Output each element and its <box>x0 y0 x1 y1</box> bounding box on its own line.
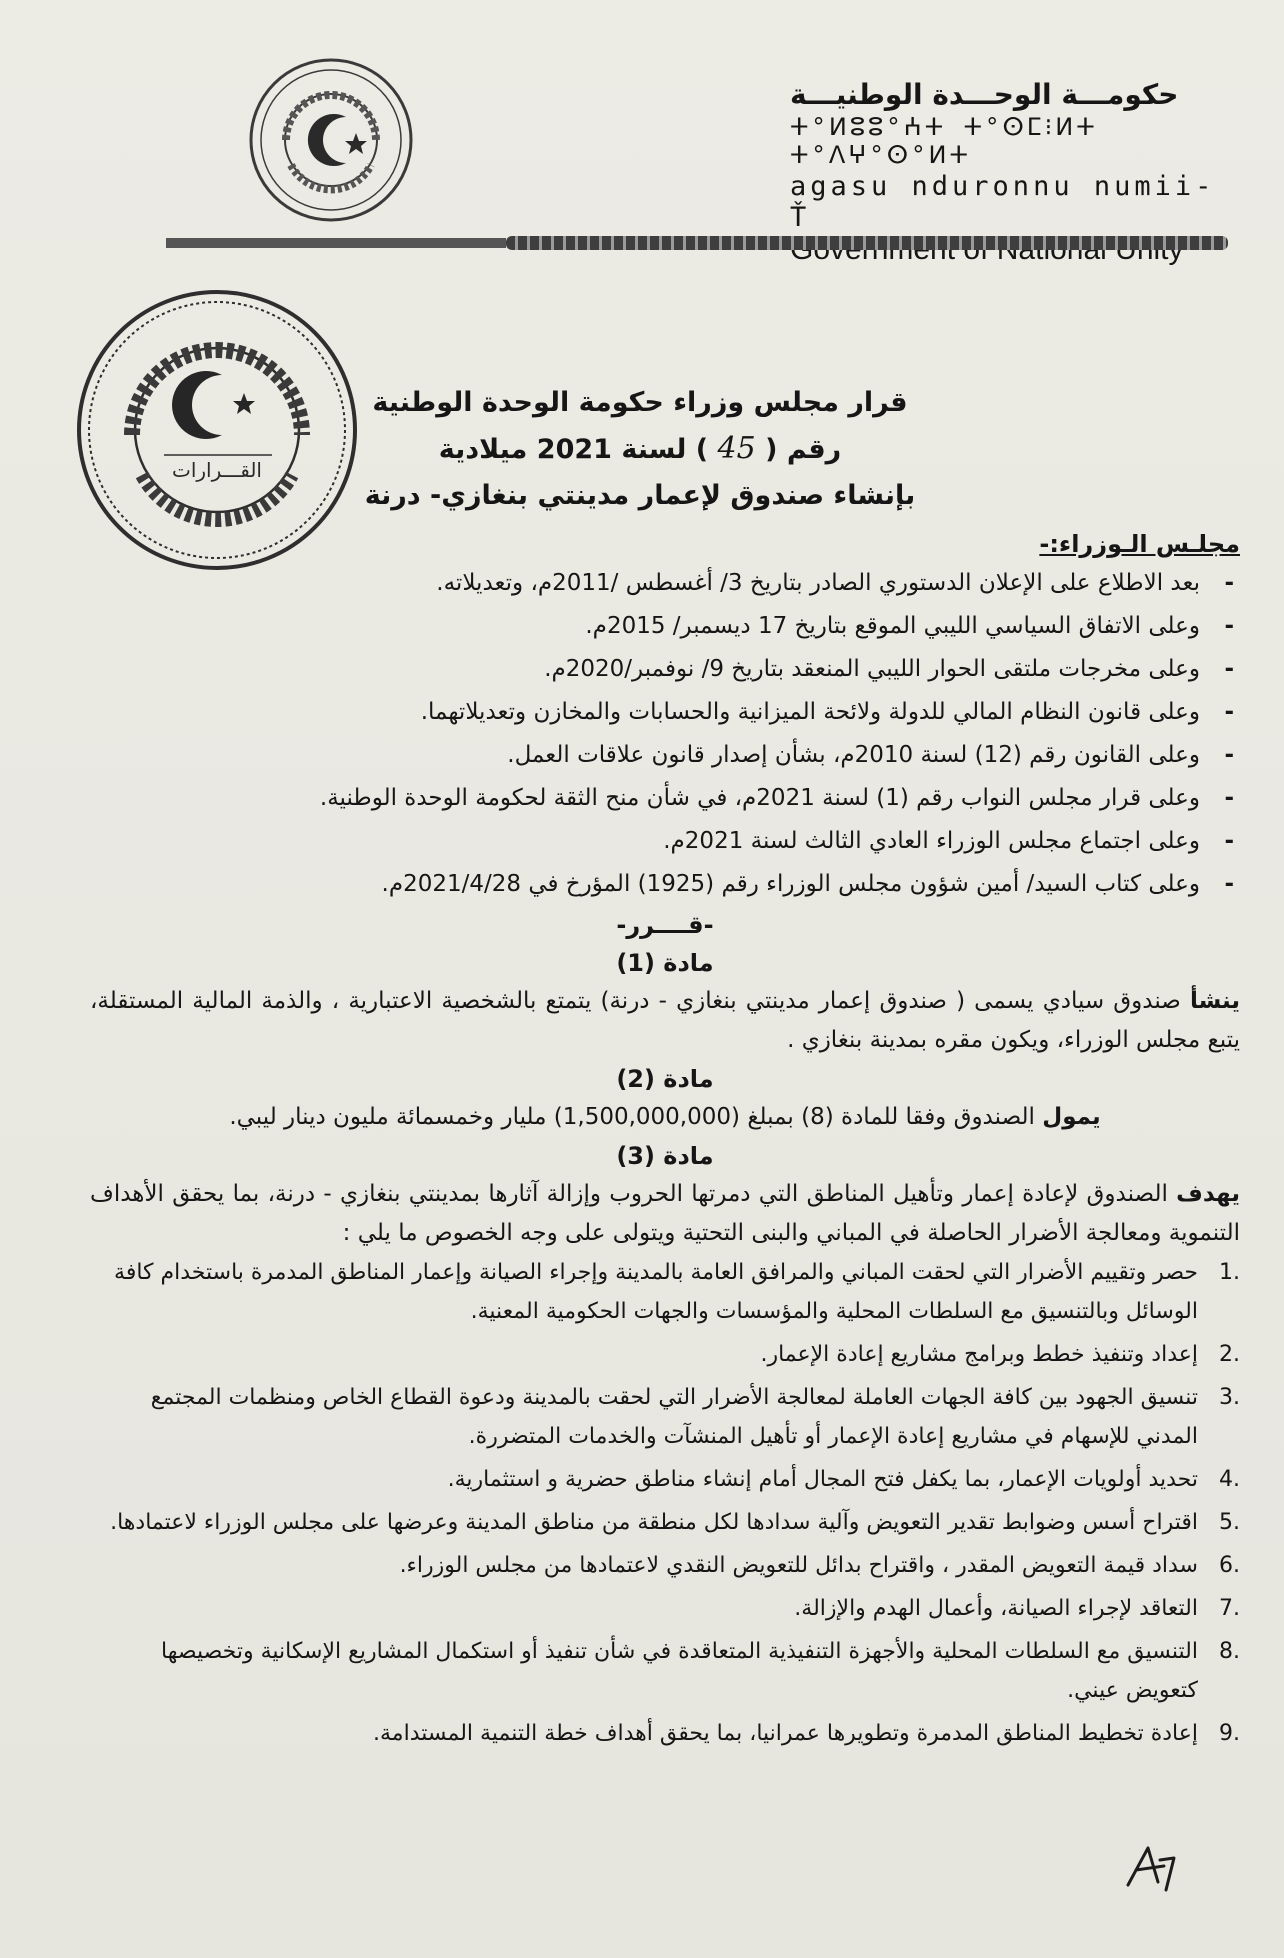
title-line-3: بإنشاء صندوق لإعمار مدينتي بنغازي- درنة <box>364 480 916 511</box>
title-line-1: قرار مجلس وزراء حكومة الوحدة الوطنية <box>372 387 908 418</box>
article-2-lead: يمول <box>1042 1104 1101 1130</box>
item-number: 1. <box>1219 1260 1240 1285</box>
item-text: تنسيق الجهود بين كافة الجهات العاملة لمعالجة الأضرار التي لحقت بالمدينة ودعوة القطاع الخاص ومنظمات المجتمع المدني للإسهام في مشاريع إعادة الإعمار أو تأهيل المنشآت والخدمات المتضررة. <box>150 1385 1198 1449</box>
decision-title <box>360 380 920 519</box>
article-1-lead: ينشأ <box>1189 988 1241 1014</box>
item-number: 3. <box>1219 1385 1240 1410</box>
item-text: سداد قيمة التعويض المقدر ، واقتراح بدائل للتعويض النقدي لاعتمادها من مجلس الوزراء. <box>399 1553 1198 1578</box>
decision-number-suffix: ) لسنة 2021 ميلادية <box>438 434 709 465</box>
letterhead-tifinagh: ⵜ°ⵍⵓⵓ°ⵄⵜ ⵜ°ⵙⵎ⁝ⵍⵜ ⵜ°ⴷⵖ°ⵙ°ⵍⵜ <box>790 113 1098 169</box>
item-number: 4. <box>1219 1467 1240 1492</box>
decided-heading: -قــــرر- <box>616 911 714 939</box>
list-item <box>90 1632 1240 1710</box>
article-1-text <box>90 982 1240 1060</box>
article-1-body: صندوق سيادي يسمى ( صندوق إعمار مدينتي بنغازي - درنة) يتمتع بالشخصية الاعتبارية ، والذمة المالية المستقلة، يتبع مجلس الوزراء، ويكون مقره بمدينة بنغازي . <box>90 988 1240 1053</box>
stamp-center-text: القـــرارات <box>172 458 262 482</box>
header-rule-dotted <box>506 236 1228 250</box>
preamble-item: - وعلى قرار مجلس النواب رقم (1) لسنة 2021م، في شأن منح الثقة لحكومة الوحدة الوطنية. <box>90 777 1200 820</box>
list-item <box>90 1335 1240 1374</box>
preamble-list <box>90 562 1240 906</box>
list-item <box>90 1589 1240 1628</box>
preamble-item: - بعد الاطلاع على الإعلان الدستوري الصادر بتاريخ 3/ أغسطس /2011م، وتعديلاته. <box>90 562 1200 605</box>
preamble-item: - وعلى مخرجات ملتقى الحوار الليبي المنعقد بتاريخ 9/ نوفمبر/2020م. <box>90 648 1200 691</box>
title-line-2 <box>360 426 920 473</box>
article-3-list <box>90 1253 1240 1753</box>
item-text: التنسيق مع السلطات المحلية والأجهزة التنفيذية المتعاقدة في شأن تنفيذ أو استكمال المشاريع الإسكانية وتخصيصها كتعويض عيني. <box>161 1639 1198 1703</box>
list-item <box>90 1253 1240 1331</box>
article-3-lead: يهدف <box>1176 1181 1240 1207</box>
item-number: 7. <box>1219 1596 1240 1621</box>
header-rule-solid <box>166 238 506 248</box>
government-seal-top <box>246 55 416 225</box>
article-3-body: الصندوق لإعادة إعمار وتأهيل المناطق التي دمرتها الحروب وإزالة آثارها بمدينتي بنغازي - درنة، بما يحقق الأهداف التنموية ومعالجة الأضرار الحاصلة في المباني والبنى التحتية ويتولى على وجه الخصوص ما يلي : <box>90 1181 1240 1246</box>
preamble-heading: مجلـس الـوزراء:- <box>1039 530 1240 558</box>
list-item <box>90 1714 1240 1753</box>
article-3-text <box>90 1175 1240 1253</box>
preamble-item: - وعلى كتاب السيد/ أمين شؤون مجلس الوزراء رقم (1925) المؤرخ في 2021/4/28م. <box>90 863 1200 906</box>
list-item <box>90 1378 1240 1456</box>
item-number: 6. <box>1219 1553 1240 1578</box>
item-text: التعاقد لإجراء الصيانة، وأعمال الهدم والإزالة. <box>794 1596 1198 1621</box>
item-text: إعداد وتنفيذ خطط وبرامج مشاريع إعادة الإعمار. <box>760 1342 1198 1367</box>
article-2-text <box>90 1098 1240 1137</box>
preamble-item: - وعلى القانون رقم (12) لسنة 2010م، بشأن إصدار قانون علاقات العمل. <box>90 734 1200 777</box>
preamble-item: - وعلى الاتفاق السياسي الليبي الموقع بتاريخ 17 ديسمبر/ 2015م. <box>90 605 1200 648</box>
item-text: تحديد أولويات الإعمار، بما يكفل فتح المجال أمام إنشاء مناطق حضرية و استثمارية. <box>447 1467 1198 1492</box>
letterhead-amazigh-latin: agasu nduronnu numii-Ť <box>790 171 1216 233</box>
item-number: 5. <box>1219 1510 1240 1535</box>
article-1-title: مادة (1) <box>616 949 714 977</box>
item-text: حصر وتقييم الأضرار التي لحقت المباني والمرافق العامة بالمدينة وإجراء الصيانة وإعمار المناطق المدمرة باستخدام كافة الوسائل وبالتنسيق مع السلطات المحلية والمؤسسات والجهات الحكومية المعنية. <box>114 1260 1198 1324</box>
article-2-body: الصندوق وفقا للمادة (8) بمبلغ (1,500,000,000) مليار وخمسمائة مليون دينار ليبي. <box>229 1104 1035 1130</box>
decision-number-prefix: رقم ( <box>765 434 842 465</box>
preamble-item: - وعلى اجتماع مجلس الوزراء العادي الثالث لسنة 2021م. <box>90 820 1200 863</box>
decision-body <box>90 530 1240 1757</box>
article-2-title: مادة (2) <box>616 1065 714 1093</box>
item-number: 8. <box>1219 1639 1240 1664</box>
list-item <box>90 1460 1240 1499</box>
handwritten-initial <box>1120 1840 1180 1900</box>
decision-number: 45 <box>717 431 756 466</box>
letterhead-arabic: حكومـــة الوحـــدة الوطنيـــة <box>790 78 1179 111</box>
item-number: 9. <box>1219 1721 1240 1746</box>
item-text: إعادة تخطيط المناطق المدمرة وتطويرها عمرانيا، بما يحقق أهداف خطة التنمية المستدامة. <box>373 1721 1198 1746</box>
preamble-item: - وعلى قانون النظام المالي للدولة ولائحة الميزانية والحسابات والمخازن وتعديلاتهما. <box>90 691 1200 734</box>
article-3-title: مادة (3) <box>616 1142 714 1170</box>
list-item <box>90 1503 1240 1542</box>
item-number: 2. <box>1219 1342 1240 1367</box>
item-text: اقتراح أسس وضوابط تقدير التعويض وآلية سدادها لكل منطقة من مناطق المدينة وعرضها على مجلس الوزراء لاعتمادها. <box>110 1510 1198 1535</box>
list-item <box>90 1546 1240 1585</box>
